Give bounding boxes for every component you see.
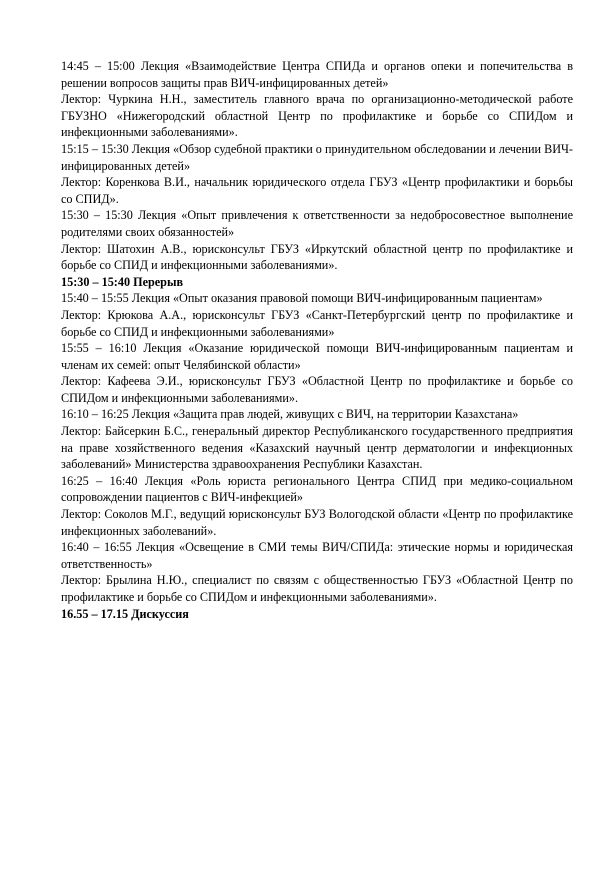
document-page [61,58,573,622]
lecturer-info: Лектор: Кафеева Э.И., юрисконсульт ГБУЗ «Областной Центр по профилактике и борьбе со СПИДом и инфекционными заболеваниями». [61,374,573,405]
lecturer-info: Лектор: Байсеркин Б.С., генеральный директор Республиканского государственного предприятия на праве хозяйственного ведения «Казахский научный центр дерматологии и инфекционных заболеваний» Министерства здравоохранения Республики Казахстан. [61,424,573,472]
schedule-item: 15:15 – 15:30 Лекция «Обзор судебной практики о принудительном обследовании и лечении ВИЧ-инфицированных детей» [61,141,573,173]
lecturer-info: Лектор: Коренкова В.И., начальник юридического отдела ГБУЗ «Центр профилактики и борьбы со СПИД». [61,175,573,206]
discussion-heading: 16.55 – 17.15 Дискуссия [61,606,189,621]
schedule-item: 15:30 – 15:30 Лекция «Опыт привлечения к ответственности за недобросовестное выполнение родителями своих обязанностей» [61,208,573,239]
lecturer-info: Лектор: Крюкова А.А., юрисконсульт ГБУЗ «Санкт-Петербургский центр по профилактике и борьбе со СПИД и инфекционными заболеваниями» [61,307,573,339]
schedule-item: 14:45 – 15:00 Лекция «Взаимодействие Центра СПИДа и органов опеки и попечительства в решении вопросов защиты прав ВИЧ-инфицированных детей» [61,59,573,90]
lecturer-info: Лектор: Брылина Н.Ю., специалист по связям с общественностью ГБУЗ «Областной Центр по профилактике и борьбе со СПИДом и инфекционными заболеваниями». [61,573,573,604]
schedule-item: 15:40 – 15:55 Лекция «Опыт оказания правовой помощи ВИЧ-инфицированным пациентам» [61,291,543,306]
schedule-item: 16:10 – 16:25 Лекция «Защита прав людей, живущих с ВИЧ, на территории Казахстана» [61,407,519,422]
schedule-item: 16:25 – 16:40 Лекция «Роль юриста регионального Центра СПИД при медико-социальном сопровождении пациентов с ВИЧ-инфекцией» [61,473,573,505]
lecturer-info: Лектор: Соколов М.Г., ведущий юрисконсульт БУЗ Вологодской области «Центр по профилактике инфекционных заболеваний». [61,507,573,538]
schedule-item: 16:40 – 16:55 Лекция «Освещение в СМИ темы ВИЧ/СПИДа: этические нормы и юридическая ответственность» [61,540,573,571]
break-heading: 15:30 – 15:40 Перерыв [61,274,184,289]
lecturer-info: Лектор: Чуркина Н.Н., заместитель главного врача по организационно-методической работе ГБУЗНО «Нижегородский областной Центр по профилактике и борьбе со СПИДом и инфекционными заболеваниями». [61,92,573,140]
lecturer-info: Лектор: Шатохин А.В., юрисконсульт ГБУЗ «Иркутский областной центр по профилактике и борьбе со СПИД и инфекционными заболеваниями». [61,241,573,273]
schedule-item: 15:55 – 16:10 Лекция «Оказание юридической помощи ВИЧ-инфицированным пациентам и членам их семей: опыт Челябинской области» [61,341,573,372]
